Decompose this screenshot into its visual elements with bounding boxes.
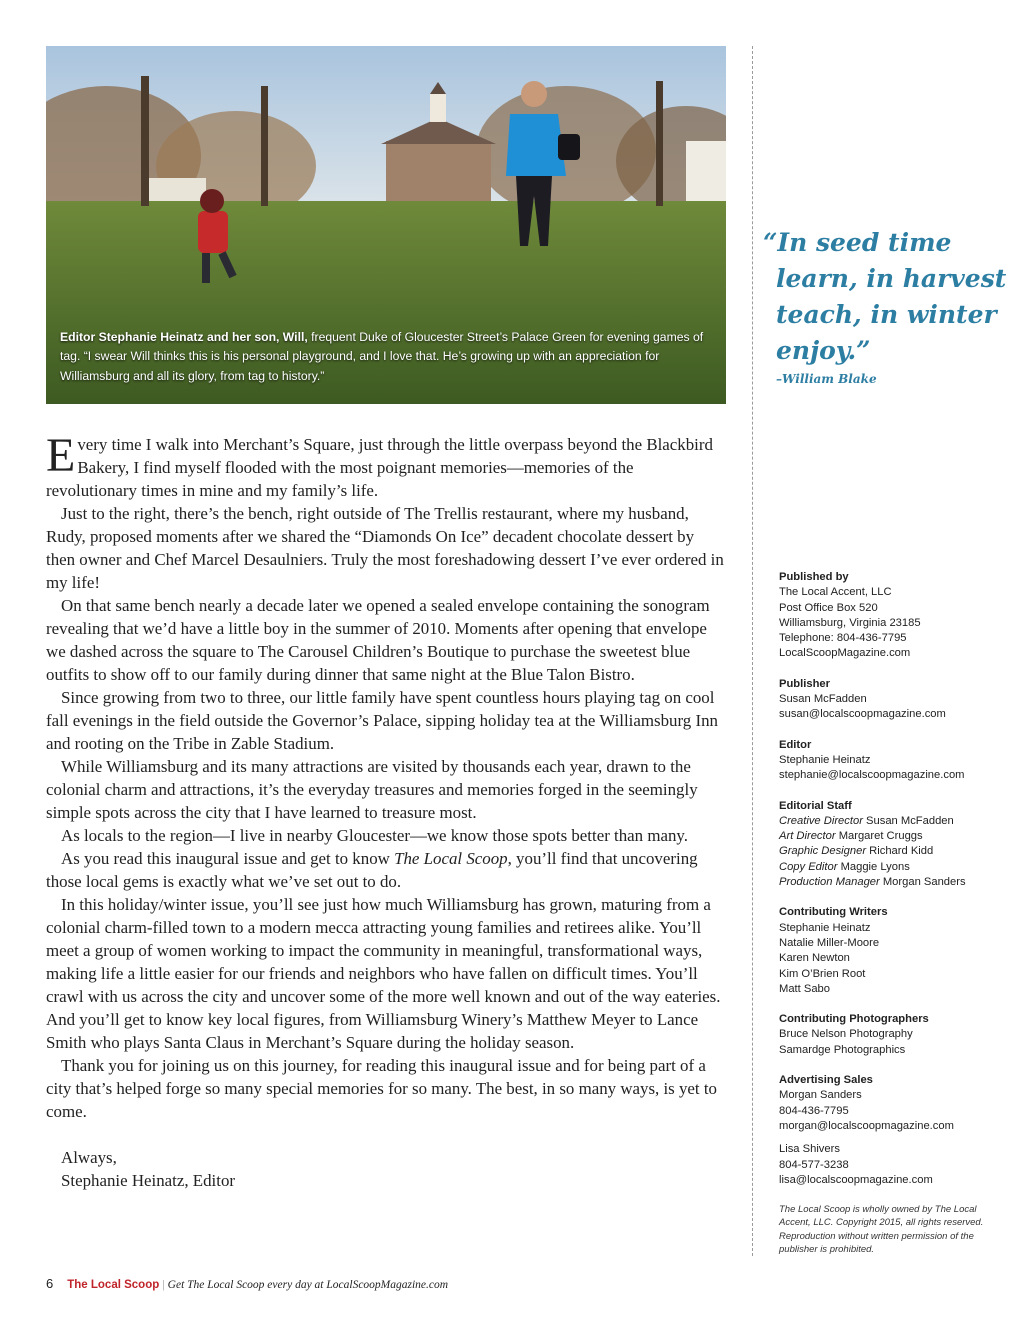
- quote-line: enjoy.”: [776, 336, 871, 365]
- page-number: 6: [46, 1276, 54, 1291]
- footer-brand: The Local Scoop: [67, 1279, 160, 1291]
- signoff-closing: Always,: [61, 1148, 117, 1167]
- footer-separator: |: [162, 1277, 165, 1291]
- photo-caption: [60, 328, 715, 387]
- magazine-title: The Local Scoop: [394, 849, 508, 868]
- masthead-contributing-writers: Contributing Writers Stephanie Heinatz Natalie Miller-Moore Karen Newton Kim O’Brien Root Matt Sabo: [779, 905, 989, 997]
- email-link[interactable]: morgan@localscoopmagazine.com: [779, 1119, 954, 1132]
- masthead-heading: Editorial Staff: [779, 799, 852, 812]
- email-link[interactable]: lisa@localscoopmagazine.com: [779, 1173, 933, 1186]
- masthead-editorial-staff: Editorial Staff Creative Director Susan McFadden Art Director Margaret Cruggs Graphic Designer Richard Kidd Copy Editor Maggie Lyons Production Manager Morgan Sanders: [779, 799, 989, 891]
- masthead-heading: Contributing Writers: [779, 906, 888, 919]
- email-link[interactable]: stephanie@localscoopmagazine.com: [779, 769, 965, 782]
- quote-attribution: –William Blake: [776, 372, 877, 386]
- article-paragraph: Thank you for joining us on this journey, for reading this inaugural issue and for being part of a city that’s helped forge so many special memories for so many. The best, in so many ways, is yet to come.: [46, 1056, 717, 1121]
- masthead-heading: Contributing Photographers: [779, 1013, 929, 1026]
- pull-quote: [763, 225, 1007, 369]
- masthead-heading: Published by: [779, 571, 849, 583]
- masthead: [779, 570, 989, 1256]
- quote-line: learn, in harvest: [776, 264, 1007, 293]
- article-paragraph: On that same bench nearly a decade later we opened a sealed envelope containing the sonogram revealing that we’d have a little boy in the summer of 2010. Moments after opening that envelope we dashed across the square to The Carousel Children’s Boutique to purchase the sweetest blue outfits to show off to our family during dinner that same night at the Blue Talon Bistro.: [46, 596, 710, 684]
- email-link[interactable]: susan@localscoopmagazine.com: [779, 708, 946, 721]
- website-link[interactable]: LocalScoopMagazine.com: [779, 647, 911, 660]
- drop-cap: E: [46, 429, 76, 482]
- column-divider: [752, 46, 753, 1256]
- signoff: [46, 1146, 726, 1192]
- footer-tagline: Get The Local Scoop every day at LocalScoopMagazine.com: [167, 1279, 449, 1291]
- masthead-publisher: Publisher Susan McFadden susan@localscoopmagazine.com: [779, 677, 989, 723]
- page-footer: [46, 1276, 448, 1292]
- article-paragraph: In this holiday/winter issue, you’ll see just how much Williamsburg has grown, maturing from a colonial charm-filled town to a modern mecca attracting young families and retirees alike. You’ll meet a group of women working to impact the community in meaningful, transformational ways, making life a little easier for our friends and neighbors who have fallen on difficult times. You’ll crawl with us across the city and uncover some of the more well known and out of the way eateries. And you’ll get to know key local figures, from Williamsburg Winery’s Matthew Meyer to Lance Smith who plays Santa Claus in Merchant’s Square during the holiday season.: [46, 895, 721, 1052]
- masthead-editor: Editor Stephanie Heinatz stephanie@localscoopmagazine.com: [779, 738, 989, 784]
- masthead-contributing-photographers: Contributing Photographers Bruce Nelson Photography Samardge Photographics: [779, 1012, 989, 1058]
- article-paragraph: Since growing from two to three, our little family have spent countless hours playing tag on cool fall evenings in the field outside the Governor’s Palace, sipping holiday tea at the Williamsburg Inn and rooting on the Tribe in Zable Stadium.: [46, 688, 718, 753]
- masthead-advertising-sales: Advertising Sales Morgan Sanders 804-436-7795 morgan@localscoopmagazine.com Lisa Shivers 804-577-3238 lisa@localscoopmagazine.com: [779, 1073, 989, 1188]
- caption-bold: Editor Stephanie Heinatz and her son, Will,: [60, 329, 308, 344]
- article-paragraph: Just to the right, there’s the bench, right outside of The Trellis restaurant, where my husband, Rudy, proposed moments after we shared the “Diamonds On Ice” decadent chocolate dessert by then owner and Chef Marcel Desaulniers. Truly the most foreshadowing dessert I’ve ever ordered in my life!: [46, 504, 724, 592]
- article-paragraph: As locals to the region—I live in nearby Gloucester—we know those spots better than many.: [61, 826, 688, 845]
- masthead-published-by: Published by The Local Accent, LLC Post Office Box 520 Williamsburg, Virginia 23185 Telephone: 804-436-7795 LocalScoopMagazine.com: [779, 570, 989, 662]
- quote-line: teach, in winter: [776, 300, 997, 329]
- article-paragraph: While Williamsburg and its many attractions are visited by thousands each year, drawn to the colonial charm and attractions, it’s the everyday treasures and memories forged in the seemingly simple spots across the city that I have learned to treasure most.: [46, 757, 698, 822]
- masthead-heading: Advertising Sales: [779, 1074, 873, 1087]
- caption-text: frequent Duke of Gloucester Street’s Palace Green for evening games of tag. “I swear Will thinks this is his personal playground, and I love that. He’s growing up with an appreciation for Williamsburg and all its glory, from tag to history.”: [60, 329, 704, 383]
- feature-photo: [46, 46, 726, 404]
- article-paragraph: Every time I walk into Merchant’s Square, just through the little overpass beyond the Blackbird Bakery, I find myself flooded with the most poignant memories—memories of the revolutionary times in mine and my family’s life.: [46, 429, 713, 500]
- quote-line: “In seed time: [763, 228, 952, 257]
- masthead-heading: Editor: [779, 738, 812, 751]
- ownership-note: The Local Scoop is wholly owned by The Local Accent, LLC. Copyright 2015, all rights reserved. Reproduction without written permission of the publisher is prohibited.: [779, 1204, 984, 1255]
- editor-letter: [46, 429, 726, 1192]
- article-paragraph: As you read this inaugural issue and get to know The Local Scoop, you’ll find that uncovering those local gems is exactly what we’ve set out to do.: [46, 849, 698, 891]
- signoff-name: Stephanie Heinatz, Editor: [61, 1171, 236, 1190]
- masthead-heading: Publisher: [779, 677, 830, 690]
